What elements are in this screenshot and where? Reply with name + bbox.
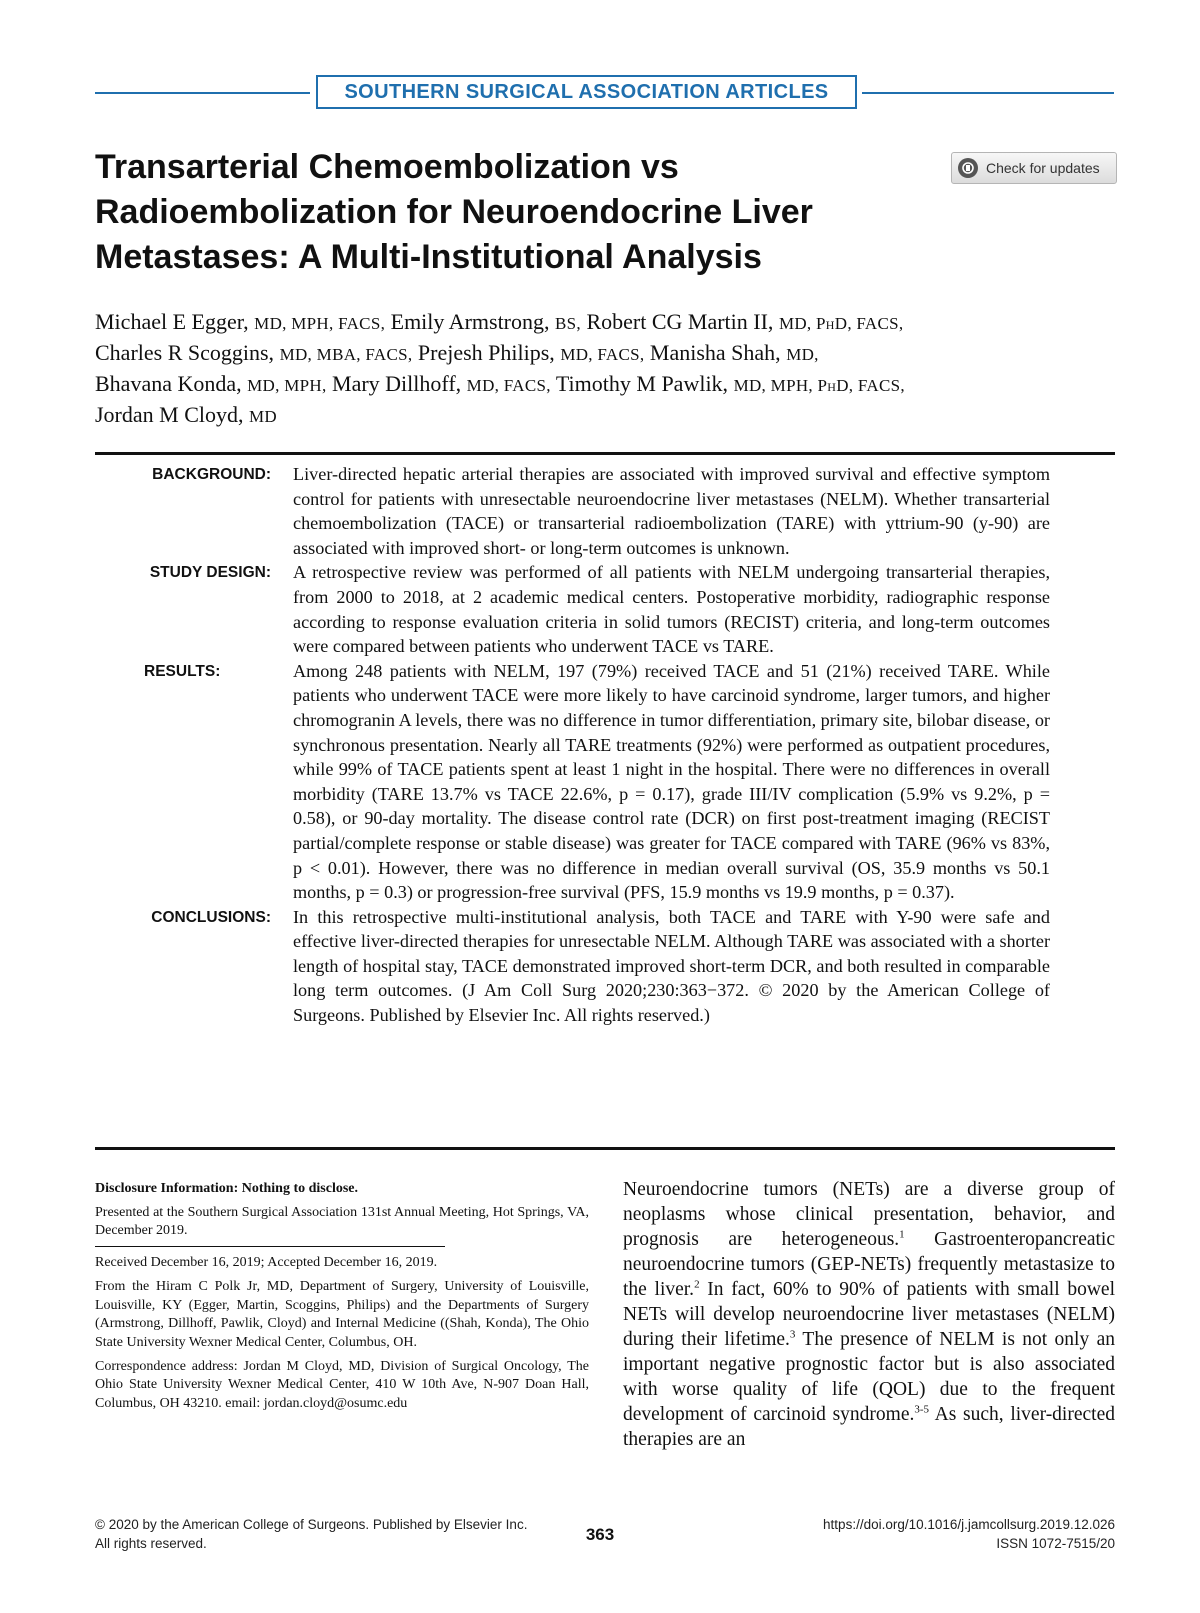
check-for-updates-label: Check for updates <box>986 160 1100 176</box>
article-title: Transarterial Chemoembolization vs Radioembolization for Neuroendocrine Liver Metastases: A Multi-Institutional Analysis <box>95 148 813 276</box>
abstract-bottom-rule <box>95 1147 1115 1150</box>
crossmark-icon <box>958 158 978 178</box>
author-degrees: MD, MPH, <box>247 376 327 395</box>
section-banner: SOUTHERN SURGICAL ASSOCIATION ARTICLES <box>316 75 857 109</box>
body-text <box>623 1177 1115 1452</box>
author-name: Manisha Shah, <box>649 340 781 365</box>
body-sentence: Neuroendocrine tumors (NETs) are a diverse group of neoplasms whose clinical presentation, behavior, and prognosis are heterogeneous. <box>623 1179 1115 1250</box>
notes-divider <box>95 1246 445 1247</box>
correspondence-note: Correspondence address: Jordan M Cloyd, MD, Division of Surgical Oncology, The Ohio State University Wexner Medical Center, 410 W 10th Ave, N-907 Doan Hall, Columbus, OH 43210. email: jordan.cloyd@osumc.edu <box>95 1358 589 1412</box>
author-degrees: MD, FACS, <box>466 376 551 395</box>
author-degrees: MD, MPH, FACS, <box>254 314 386 333</box>
author-degrees: MD, MBA, FACS, <box>279 345 413 364</box>
author-name: Charles R Scoggins, <box>95 340 275 365</box>
footer-copyright <box>95 1515 527 1553</box>
abstract-label: STUDY DESIGN: <box>149 564 271 582</box>
affiliations-note: From the Hiram C Polk Jr, MD, Department of Surgery, University of Louisville, Louisville, KY (Egger, Martin, Scoggins, Philips) and the Departments of Surgery (Armstrong, Dillhoff, Pawlik, Cloyd) and Internal Medicine ((Shah, Konda), The Ohio State University Wexner Medical Center, Columbus, OH. <box>95 1278 589 1350</box>
author-degrees: MD <box>249 407 277 426</box>
citation-ref[interactable]: 3-5 <box>914 1403 930 1416</box>
body-sentence: As such, liver-directed therapies are an <box>623 1404 1115 1450</box>
abstract-top-rule <box>95 452 1115 455</box>
disclosure-note: Disclosure Information: Nothing to disclose. <box>95 1181 359 1196</box>
abstract-text: Among 248 patients with NELM, 197 (79%) received TACE and 51 (21%) received TARE. While patients who underwent TACE were more likely to have carcinoid syndrome, larger tumors, and higher chromogranin A levels, there was no difference in tumor differentiation, primary site, bilobar disease, or synchronous presentation. Nearly all TARE treatments (92%) were performed as outpatient procedures, while 99% of TACE patients spent at least 1 night in the hospital. There were no differences in overall morbidity (TARE 13.7% vs TACE 22.6%, p = 0.17), grade III/IV complication (5.9% vs 9.2%, p = 0.58), or 90-day mortality. The disease control rate (DCR) on first post-treatment imaging (RECIST partial/complete response or stable disease) was greater for TACE compared with TARE (96% vs 83%, p < 0.01). However, there was no difference in median overall survival (OS, 35.9 months vs 50.1 months, p = 0.3) or progression-free survival (PFS, 15.9 months vs 19.9 months, p = 0.37). <box>293 660 1050 903</box>
abstract-background <box>95 462 1115 560</box>
abstract-label: BACKGROUND: <box>152 466 271 483</box>
author-name: Timothy M Pawlik, <box>555 371 729 396</box>
author-degrees: MD, FACS, <box>560 345 645 364</box>
author-name: Jordan M Cloyd, <box>95 402 244 427</box>
author-name: Mary Dillhoff, <box>332 371 462 396</box>
abstract-text: In this retrospective multi-institutional analysis, both TACE and TARE with Y-90 were safe and effective liver-directed therapies for unresectable NELM. Although TARE was associated with a shorter length of hospital stay, TACE demonstrated improved short-term DCR, and both resulted in comparable long term outcomes. (J Am Coll Surg 2020;230:363−372. © 2020 by the American College of Surgeons. Published by Elsevier Inc. All rights reserved.) <box>293 906 1050 1026</box>
author-name: Bhavana Konda, <box>95 371 242 396</box>
citation-ref[interactable]: 3 <box>789 1328 796 1341</box>
author-degrees: MD, MPH, PhD, FACS, <box>733 376 905 395</box>
rights-line: All rights reserved. <box>95 1536 207 1551</box>
author-name: Robert CG Martin II, <box>586 309 774 334</box>
author-degrees: MD, PhD, FACS, <box>778 314 904 333</box>
author-list <box>95 307 1125 431</box>
author-name: Michael E Egger, <box>95 309 249 334</box>
author-degrees: BS, <box>555 314 581 333</box>
body-sentence: Gastroenteropancreatic neuroendocrine tumors (GEP-NETs) frequently metastasize to the liver. <box>623 1229 1115 1300</box>
abstract-study-design <box>95 560 1115 658</box>
citation-ref[interactable]: 2 <box>694 1278 700 1291</box>
abstract-conclusions <box>95 905 1115 1028</box>
author-degrees: MD, <box>786 345 819 364</box>
abstract-label: RESULTS: <box>144 662 221 680</box>
abstract-label: CONCLUSIONS: <box>151 908 271 926</box>
author-name: Emily Armstrong, <box>390 309 550 334</box>
abstract-results <box>95 659 1115 905</box>
body-sentence: The presence of NELM is not only an important negative prognostic factor but is also associated with worse quality of life (QOL) due to the frequent development of carcinoid syndrome. <box>623 1329 1115 1425</box>
issn-line: ISSN 1072-7515/20 <box>996 1536 1115 1551</box>
abstract <box>95 462 1115 1028</box>
header-rule-left <box>95 92 310 94</box>
check-for-updates-button[interactable] <box>951 152 1117 184</box>
author-name: Prejesh Philips, <box>417 340 555 365</box>
body-sentence: In fact, 60% to 90% of patients with small bowel NETs will develop neuroendocrine liver metastases (NELM) during their lifetime. <box>623 1279 1115 1350</box>
page-number: 363 <box>585 1525 615 1544</box>
article-notes <box>95 1180 589 1419</box>
received-note: Received December 16, 2019; Accepted December 16, 2019. <box>95 1255 438 1271</box>
abstract-text: Liver-directed hepatic arterial therapies are associated with improved survival and effective symptom control for patients with unresectable neuroendocrine liver metastases (NELM). Whether transarterial chemoembolization (TACE) or transarterial radioembolization (TARE) with yttrium-90 (y-90) are associated with improved short- or long-term outcomes is unknown. <box>293 464 1050 558</box>
citation-ref[interactable]: 1 <box>899 1228 905 1241</box>
footer-identifiers <box>823 1515 1115 1553</box>
abstract-text: A retrospective review was performed of all patients with NELM undergoing transarterial therapies, from 2000 to 2018, at 2 academic medical centers. Postoperative morbidity, radiographic response according to response evaluation criteria in solid tumors (RECIST) criteria, and long-term outcomes were compared between patients who underwent TACE vs TARE. <box>293 562 1050 657</box>
copyright-line: © 2020 by the American College of Surgeons. Published by Elsevier Inc. <box>95 1517 528 1532</box>
presented-note: Presented at the Southern Surgical Association 131st Annual Meeting, Hot Springs, VA, December 2019. <box>95 1204 589 1239</box>
doi-link[interactable]: https://doi.org/10.1016/j.jamcollsurg.2019.12.026 <box>823 1517 1115 1532</box>
header-rule-right <box>862 92 1114 94</box>
